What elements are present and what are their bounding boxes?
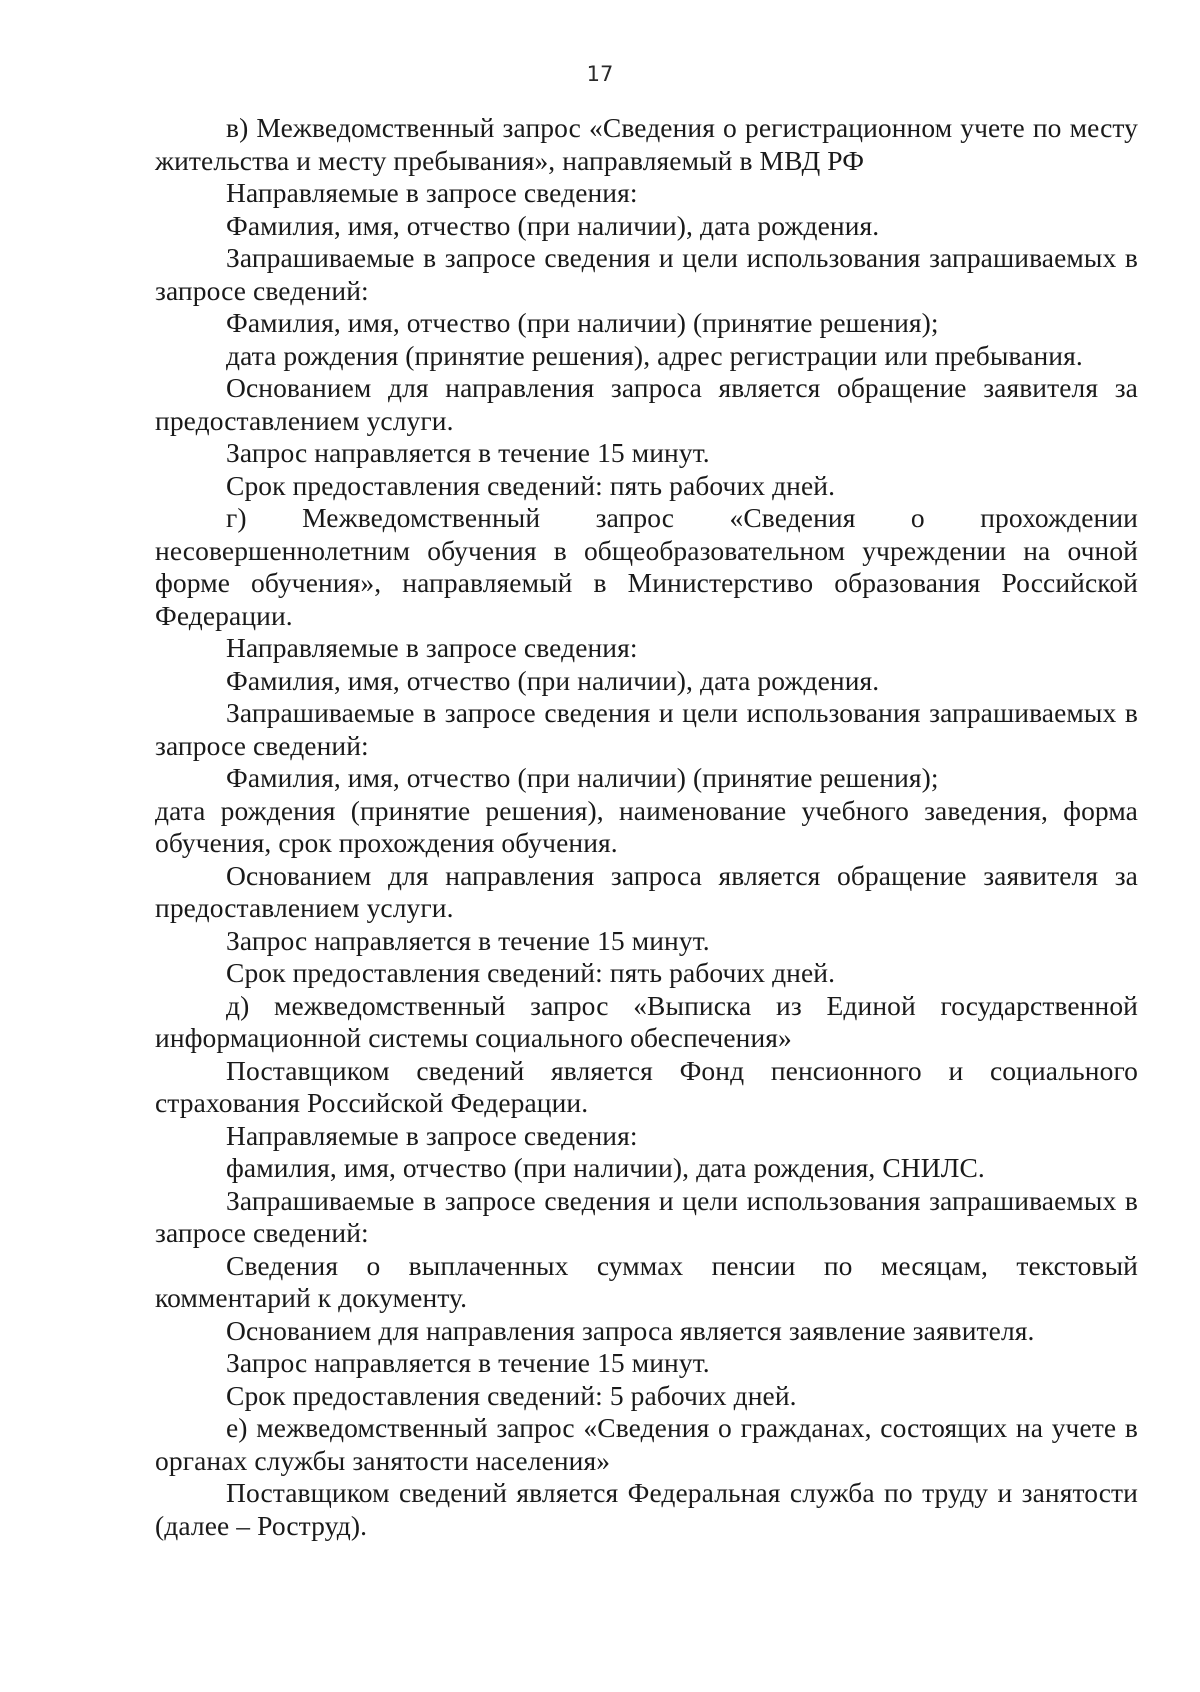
paragraph: Срок предоставления сведений: пять рабочих дней. (226, 469, 836, 501)
paragraph: г) Межведомственный запрос «Сведения о прохождении несовершеннолетним обучения в общеобразовательном учреждении на очной форме обучения», направляемый в Министерстиво образования Российской Федерации. (155, 502, 1138, 631)
paragraph: Запрашиваемые в запросе сведения и цели использования запрашиваемых в запросе сведений: (155, 697, 1138, 761)
paragraph: Фамилия, имя, отчество (при наличии), дата рождения. (226, 664, 880, 696)
paragraph: Фамилия, имя, отчество (при наличии), дата рождения. (226, 209, 880, 241)
paragraph: Срок предоставления сведений: пять рабочих дней. (226, 957, 836, 988)
paragraph: Запрос направляется в течение 15 минут. (226, 1347, 710, 1378)
paragraph: Фамилия, имя, отчество (при наличии) (принятие решения); (226, 307, 939, 338)
paragraph: Запрос направляется в течение 15 минут. (226, 924, 710, 956)
paragraph: Направляемые в запросе сведения: (226, 632, 638, 663)
paragraph: Срок предоставления сведений: 5 рабочих дней. (226, 1379, 797, 1411)
paragraph: Запрашиваемые в запросе сведения и цели использования запрашиваемых в запросе сведений: (155, 1184, 1138, 1248)
paragraph: Сведения о выплаченных суммах пенсии по месяцам, текстовый комментарий к документу. (155, 1249, 1138, 1313)
paragraph: Запрос направляется в течение 15 минут. (226, 437, 710, 468)
paragraph: Фамилия, имя, отчество (при наличии) (принятие решения); (226, 762, 939, 793)
page-number: 17 (586, 62, 614, 86)
paragraph: в) Межведомственный запрос «Сведения о регистрационном учете по месту жительства и месту пребывания», направляемый в МВД РФ (155, 112, 1138, 176)
paragraph: Направляемые в запросе сведения: (226, 177, 638, 208)
paragraph: Основанием для направления запроса является заявление заявителя. (226, 1314, 1035, 1346)
paragraph: Поставщиком сведений является Федеральная служба по труду и занятости (далее – Роструд). (155, 1477, 1138, 1541)
paragraph: дата рождения (принятие решения), наименование учебного заведения, форма обучения, срок прохождения обучения. (155, 794, 1138, 858)
paragraph: Основанием для направления запроса является обращение заявителя за предоставлением услуги. (155, 859, 1138, 923)
paragraph: фамилия, имя, отчество (при наличии), дата рождения, СНИЛС. (226, 1152, 985, 1183)
paragraph: д) межведомственный запрос «Выписка из Единой государственной информационной системы социального обеспечения» (155, 989, 1138, 1053)
document-body (155, 112, 1138, 1542)
paragraph: Основанием для направления запроса является обращение заявителя за предоставлением услуги. (155, 372, 1138, 436)
paragraph: Поставщиком сведений является Фонд пенсионного и социального страхования Российской Федерации. (155, 1054, 1138, 1118)
paragraph: дата рождения (принятие решения), адрес регистрации или пребывания. (226, 339, 1083, 371)
paragraph: Направляемые в запросе сведения: (226, 1119, 638, 1151)
paragraph: е) межведомственный запрос «Сведения о гражданах, состоящих на учете в органах службы занятости населения» (155, 1412, 1138, 1476)
paragraph: Запрашиваемые в запросе сведения и цели использования запрашиваемых в запросе сведений: (155, 242, 1138, 306)
